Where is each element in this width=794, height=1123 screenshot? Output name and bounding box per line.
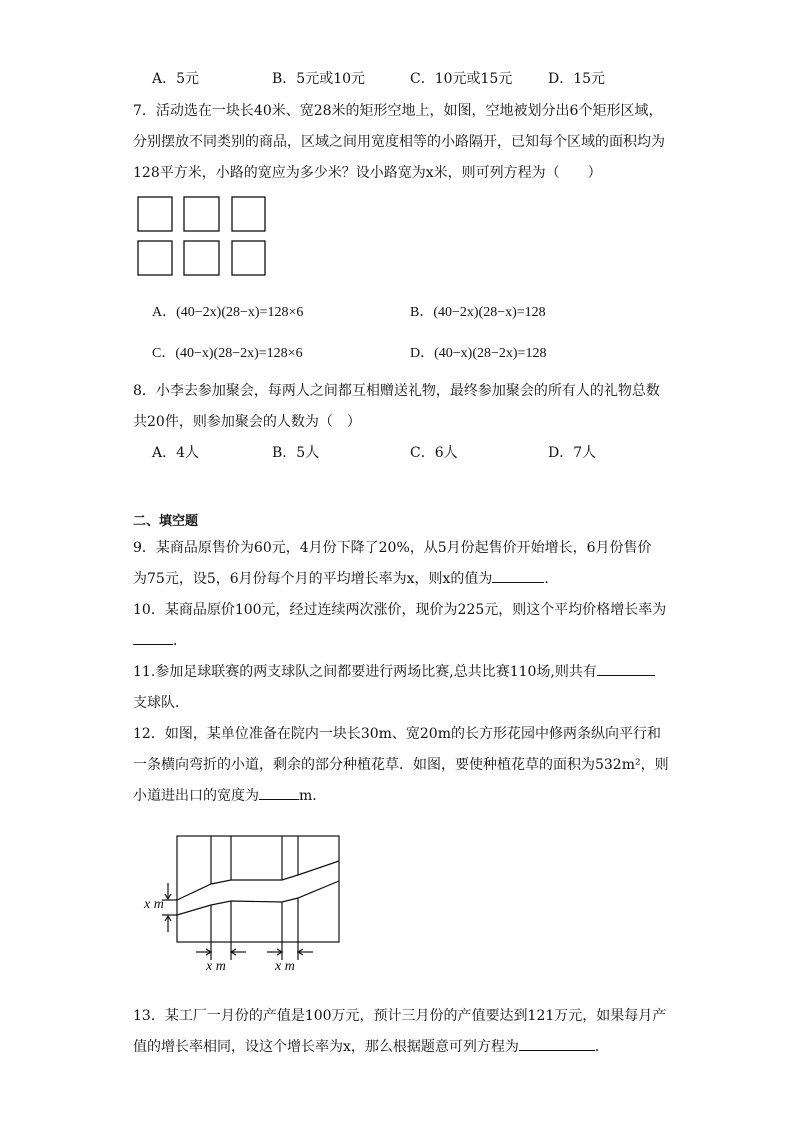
q7-line-3: 128平方米，小路的宽应为多少米？设小路宽为x米，则可列方程为（ ） bbox=[133, 165, 602, 181]
q11-answer-blank[interactable] bbox=[597, 661, 655, 676]
q8-line-2: 共20件，则参加聚会的人数为（ ） bbox=[133, 414, 361, 430]
q12-line-3 bbox=[133, 785, 326, 805]
q10-line-2 bbox=[133, 630, 187, 650]
q9-line-1: 9．某商品原售价为60元，4月份下降了20%，从5月份起售价开始增长，6月份售价 bbox=[133, 540, 652, 556]
q6-option-d: D．15元 bbox=[548, 71, 606, 87]
q11-line-1 bbox=[133, 661, 655, 681]
q12-line-1: 12．如图，某单位准备在院内一块长30m、宽20m的长方形花园中修两条纵向平行和 bbox=[133, 726, 661, 742]
q13-line-1: 13．某工厂一月份的产值是100万元，预计三月份的产值要达到121万元，如果每月产 bbox=[133, 1008, 667, 1024]
q7-figure-grid bbox=[137, 196, 267, 276]
q12-answer-blank[interactable] bbox=[259, 785, 299, 800]
q13-answer-blank[interactable] bbox=[519, 1036, 595, 1051]
q12-label-bottom-2: x m bbox=[275, 959, 295, 974]
q8-option-b: B．5人 bbox=[272, 445, 320, 461]
q10-line-1: 10．某商品原价100元，经过连续两次涨价，现价为225元，则这个平均价格增长率为 bbox=[133, 602, 667, 618]
q10-line-2-end: ． bbox=[173, 633, 187, 649]
q12-line-3-end: m． bbox=[299, 788, 327, 804]
q7-option-b: B．(40−2x)(28−x)=128 bbox=[410, 305, 546, 320]
q10-answer-blank[interactable] bbox=[133, 630, 173, 645]
q7-line-2: 分别摆放不同类别的商品，区域之间用宽度相等的小路隔开，已知每个区域的面积均为 bbox=[133, 134, 665, 150]
q11-line-2: 支球队． bbox=[133, 695, 189, 711]
q7-line-1: 7．活动选在一块长40米、宽28米的矩形空地上，如图，空地被划分出6个矩形区域， bbox=[133, 103, 663, 119]
q8-option-c: C．6人 bbox=[410, 445, 458, 461]
q9-line-2 bbox=[133, 568, 558, 588]
q9-answer-blank[interactable] bbox=[492, 568, 544, 583]
q7-option-a: A．(40−2x)(28−x)=128×6 bbox=[152, 305, 304, 320]
q12-line-3-text: 小道进出口的宽度为 bbox=[133, 788, 259, 804]
q11-line-1-text: 11.参加足球联赛的两支球队之间都要进行两场比赛,总共比赛110场,则共有 bbox=[133, 664, 597, 680]
q13-line-2-text: 值的增长率相同，设这个增长率为x，那么根据题意可列方程为 bbox=[133, 1039, 519, 1055]
q9-line-2-end: ． bbox=[544, 571, 559, 587]
q12-line-2: 一条横向弯折的小道，剩余的部分种植花草．如图，要使种植花草的面积为532m²，则 bbox=[133, 757, 669, 773]
q7-option-d: D．(40−x)(28−2x)=128 bbox=[410, 346, 547, 361]
q6-option-a: A．5元 bbox=[152, 71, 200, 87]
q8-option-a: A．4人 bbox=[152, 445, 200, 461]
q13-line-2 bbox=[133, 1036, 609, 1056]
q8-option-d: D．7人 bbox=[548, 445, 597, 461]
q6-option-c: C．10元或15元 bbox=[410, 71, 513, 87]
section-title-fill-blank: 二、填空题 bbox=[133, 514, 199, 529]
q6-option-b: B．5元或10元 bbox=[272, 71, 366, 87]
q9-line-2-text: 为75元，设5，6月份每个月的平均增长率为x，则x的值为 bbox=[133, 571, 493, 587]
q7-option-c: C．(40−x)(28−2x)=128×6 bbox=[152, 346, 303, 361]
q12-label-bottom-1: x m bbox=[206, 959, 226, 974]
q12-figure-garden bbox=[140, 828, 350, 978]
q8-line-1: 8．小李去参加聚会，每两人之间都互相赠送礼物，最终参加聚会的所有人的礼物总数 bbox=[133, 383, 660, 399]
q12-label-left: x m bbox=[144, 897, 164, 912]
q13-line-2-end: ． bbox=[594, 1039, 609, 1055]
